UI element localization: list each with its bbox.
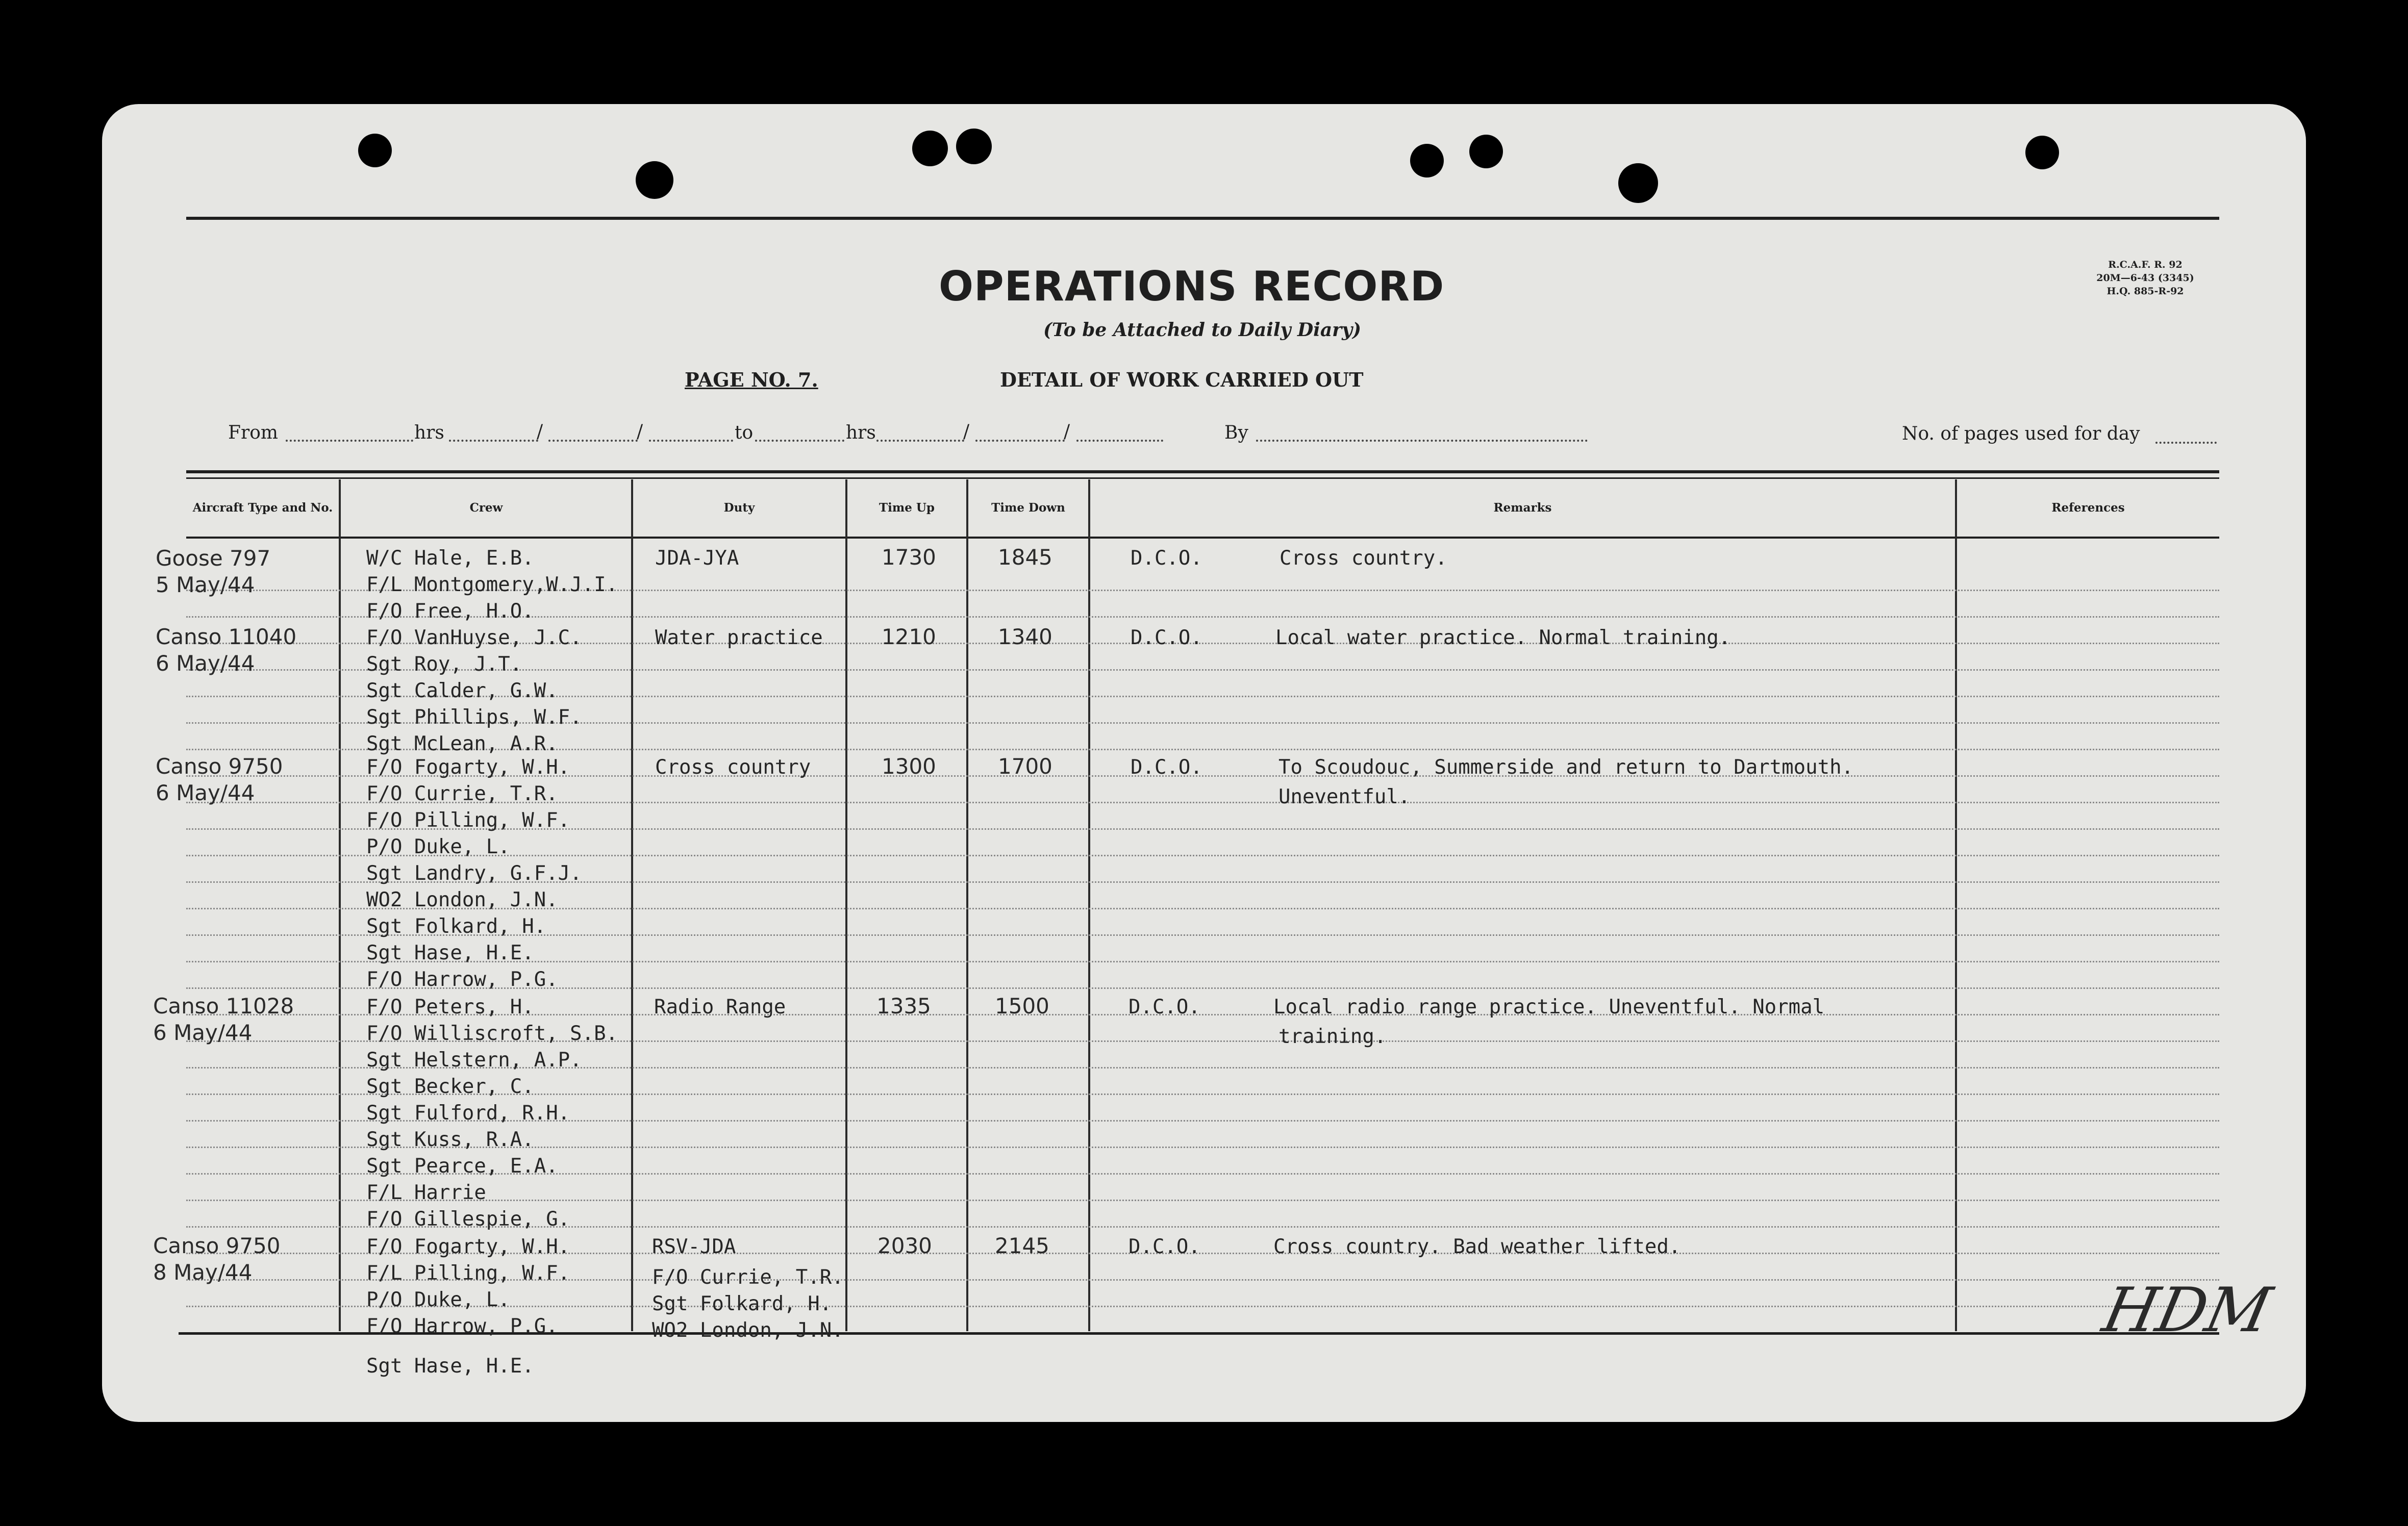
crew-member: Sgt Hase, H.E. (366, 1355, 534, 1378)
crew-member: F/L Harrie (366, 1181, 486, 1204)
crew-member: F/O Harrow, P.G. (366, 968, 558, 991)
flight-date: 6 May/44 (156, 651, 255, 676)
column-divider (1955, 479, 1957, 1331)
pages-blank (2155, 442, 2217, 444)
flight-date: 6 May/44 (156, 780, 255, 805)
duty: Radio Range (654, 996, 786, 1019)
table-top-rule (186, 470, 2219, 473)
time-up: 1335 (876, 994, 931, 1019)
time-up: 1730 (882, 545, 936, 570)
pages-label: No. of pages used for day (1902, 423, 2140, 444)
remark: training. (1278, 1025, 1387, 1048)
duty-crew: Sgt Folkard, H. (652, 1292, 832, 1315)
slash: / (537, 421, 543, 442)
crew-member: F/L Montgomery,W.J.I. (366, 573, 618, 596)
aircraft-type: Canso 9750 (153, 1233, 281, 1258)
flight-date: 5 May/44 (156, 572, 255, 597)
ruled-line (186, 1200, 2219, 1201)
column-divider (966, 479, 968, 1331)
remark: Local water practice. Normal training. (1275, 626, 1731, 649)
month-blank (1076, 440, 1163, 442)
day-blank (548, 440, 638, 442)
aircraft-type: Goose 797 (156, 546, 271, 571)
slash: / (637, 421, 643, 442)
column-divider (845, 479, 847, 1331)
punch-hole (2025, 136, 2059, 169)
crew-member: F/O Williscroft, S.B. (366, 1022, 618, 1045)
column-header-references: References (2051, 501, 2125, 515)
flight-date: 6 May/44 (153, 1020, 253, 1045)
duty-crew: WO2 London, J.N. (652, 1319, 844, 1342)
punch-hole (912, 131, 948, 166)
column-header-time-down: Time Down (991, 501, 1065, 515)
duty: RSV-JDA (652, 1235, 736, 1258)
column-divider (631, 479, 633, 1331)
crew-member: Sgt Pearce, E.A. (366, 1155, 558, 1178)
column-header-remarks: Remarks (1493, 501, 1552, 515)
month-blank (649, 440, 733, 442)
punch-hole (636, 161, 673, 199)
duty: JDA-JYA (655, 547, 739, 570)
crew-member: Sgt Calder, G.W. (366, 679, 558, 702)
hrs-label: hrs (846, 422, 876, 443)
crew-member: P/O Duke, L. (366, 1288, 510, 1311)
time-up: 1210 (882, 624, 936, 649)
from-label: From (228, 422, 278, 443)
table-top-rule (186, 477, 2219, 479)
hrs-blank (449, 440, 538, 442)
crew-member: F/O Pilling, W.F. (366, 809, 570, 832)
crew-member: F/O Currie, T.R. (366, 782, 558, 805)
column-header-aircraft: Aircraft Type and No. (192, 501, 333, 515)
crew-member: Sgt Roy, J.T. (366, 653, 522, 676)
time-down: 1845 (998, 545, 1052, 570)
punch-hole (1410, 144, 1444, 177)
duty: Water practice (655, 626, 823, 649)
crew-member: Sgt McLean, A.R. (366, 732, 558, 755)
crew-member: W/C Hale, E.B. (366, 547, 534, 570)
handwritten-initials: HDM (2097, 1275, 2277, 1346)
crew-member: F/L Pilling, W.F. (366, 1262, 570, 1285)
flight-date: 8 May/44 (153, 1260, 253, 1285)
by-blank (1256, 440, 1588, 442)
duty: Cross country (655, 756, 811, 779)
to-blank (755, 440, 844, 442)
crew-member: F/O Harrow, P.G. (366, 1315, 558, 1338)
page-title: OPERATIONS RECORD (939, 263, 1445, 310)
time-down: 1340 (998, 624, 1052, 649)
aircraft-type: Canso 11028 (153, 994, 294, 1019)
dco-mark: D.C.O. (1128, 1235, 1200, 1258)
duty-crew: F/O Currie, T.R. (652, 1266, 844, 1289)
remark: To Scoudouc, Summerside and return to Dartmouth. (1278, 756, 1854, 779)
hrs-blank (876, 440, 964, 442)
crew-member: F/O Fogarty, W.H. (366, 756, 570, 779)
column-divider (1088, 479, 1090, 1331)
crew-member: P/O Duke, L. (366, 835, 510, 858)
column-divider (339, 479, 341, 1331)
time-down: 1700 (998, 754, 1052, 779)
crew-member: Sgt Kuss, R.A. (366, 1128, 534, 1151)
remark: Cross country. Bad weather lifted. (1273, 1235, 1681, 1258)
crew-member: Sgt Fulford, R.H. (366, 1102, 570, 1125)
hrs-label: hrs (414, 422, 444, 443)
crew-member: F/O Gillespie, G. (366, 1208, 570, 1231)
crew-member: Sgt Hase, H.E. (366, 942, 534, 964)
column-header-duty: Duty (723, 501, 755, 515)
dco-mark: D.C.O. (1128, 996, 1200, 1019)
top-rule (186, 217, 2219, 220)
aircraft-type: Canso 11040 (156, 624, 297, 649)
punch-hole (1618, 163, 1658, 203)
remark: Local radio range practice. Uneventful. Normal (1273, 996, 1825, 1019)
punch-hole (956, 129, 992, 164)
punch-hole (358, 134, 392, 167)
remark: Uneventful. (1278, 785, 1411, 808)
to-label: to (735, 422, 754, 443)
crew-member: F/O Peters, H. (366, 996, 534, 1019)
column-header-time-up: Time Up (879, 501, 935, 515)
detail-heading: DETAIL OF WORK CARRIED OUT (1000, 368, 1364, 391)
by-label: By (1224, 422, 1248, 443)
aircraft-type: Canso 9750 (156, 754, 283, 779)
page-subtitle: (To be Attached to Daily Diary) (1043, 319, 1362, 341)
crew-member: Sgt Landry, G.F.J. (366, 862, 582, 885)
remark: Cross country. (1280, 547, 1447, 570)
crew-member: Sgt Phillips, W.F. (366, 706, 582, 729)
dco-mark: D.C.O. (1131, 626, 1202, 649)
dco-mark: D.C.O. (1131, 547, 1202, 570)
crew-member: F/O Free, H.O. (366, 600, 534, 623)
time-up: 2030 (877, 1233, 932, 1258)
crew-member: F/O VanHuyse, J.C. (366, 626, 582, 649)
time-down: 1500 (995, 994, 1049, 1019)
column-header-crew: Crew (469, 501, 503, 515)
form-reference: R.C.A.F. R. 92 20M—6-43 (3345) H.Q. 885-R-92 (2096, 259, 2194, 297)
dco-mark: D.C.O. (1131, 756, 1202, 779)
punch-hole (1469, 135, 1503, 168)
time-down: 2145 (995, 1233, 1049, 1258)
crew-member: Sgt Helstern, A.P. (366, 1049, 582, 1072)
slash: / (963, 421, 970, 442)
crew-member: Sgt Becker, C. (366, 1075, 534, 1098)
page-number: PAGE NO. 7. (685, 368, 818, 391)
crew-member: F/O Fogarty, W.H. (366, 1235, 570, 1258)
slash: / (1064, 421, 1070, 442)
from-blank (286, 440, 413, 442)
crew-member: WO2 London, J.N. (366, 888, 558, 911)
day-blank (975, 440, 1065, 442)
time-up: 1300 (882, 754, 936, 779)
header-rule (186, 537, 2219, 539)
crew-member: Sgt Folkard, H. (366, 915, 546, 938)
